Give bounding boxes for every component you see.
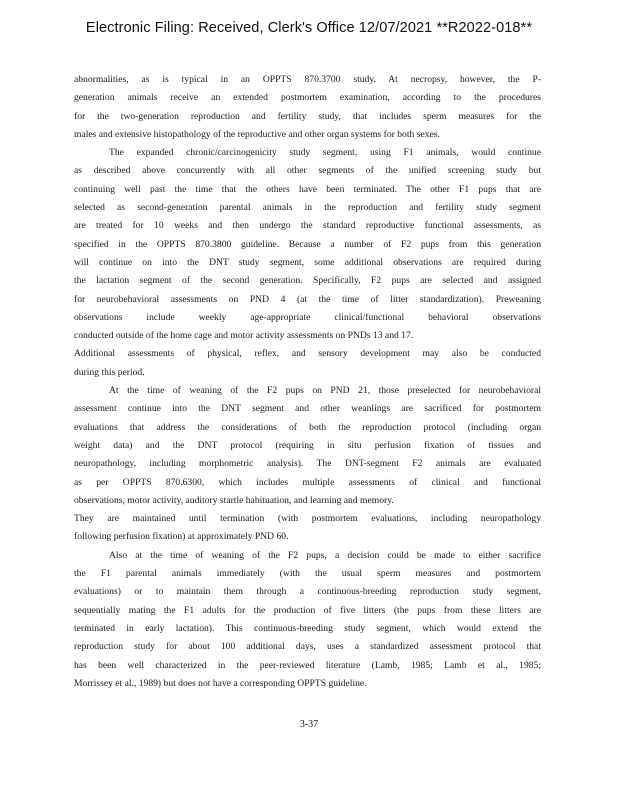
text-line: following perfusion fixation) at approximately PND 60. — [74, 531, 289, 543]
text-line: as per OPPTS 870.6300, which includes multiple assessments of clinical and functional — [74, 476, 541, 488]
text-line: selected as second-generation parental animals in the reproduction and fertility study segment — [74, 202, 541, 214]
text-line: reproduction study for about 100 additional days, uses a standardized assessment protocol that — [74, 641, 541, 653]
text-line: abnormalities, as is typical in an OPPTS 870.3700 study. At necropsy, however, the P- — [74, 74, 541, 85]
text-line: conducted outside of the home cage and motor activity assessments on PNDs 13 and 17. — [74, 330, 414, 342]
text-line: weight data) and the DNT protocol (requiring in situ perfusion fixation of tissues and — [74, 439, 541, 451]
text-line: assessment continue into the DNT segment and other weanlings are sacrificed for postmortem — [74, 403, 541, 415]
page-number: 3-37 — [299, 719, 319, 730]
text-line: for neurobehavioral assessments on PND 4 (at the time of litter standardization). Preweaning — [74, 293, 541, 305]
text-line: evaluations) or to maintain them through a continuous-breeding reproduction study segment, — [74, 586, 541, 598]
text-line: The expanded chronic/carcinogenicity study segment, using F1 animals, would continue — [109, 147, 541, 159]
text-line: specified in the OPPTS 870.3800 guideline. Because a number of F2 pups from this generation — [74, 238, 541, 250]
text-line: as described above concurrently with all other segments of the unified screening study but — [74, 165, 541, 177]
text-line: observations include weekly age-appropriate clinical/functional behavioral observations — [74, 311, 541, 323]
text-line: Additional assessments of physical, reflex, and sensory development may also be conducted — [74, 348, 541, 360]
text-line: observations, motor activity, auditory startle habituation, and learning and memory. — [74, 494, 394, 506]
body-text — [74, 71, 541, 693]
text-line: males and extensive histopathology of the reproductive and other organ systems for both sexes. — [74, 128, 440, 140]
text-line: during this period. — [74, 366, 145, 378]
filing-header: Electronic Filing: Received, Clerk's Office 12/07/2021 **R2022-018** — [85, 20, 533, 36]
text-line: terminated in early lactation). This continuous-breeding study segment, which would extend the — [74, 622, 541, 634]
text-line: Also at the time of weaning of the F2 pups, a decision could be made to either sacrifice — [109, 549, 541, 561]
text-line: are treated for 10 weeks and then undergo the standard reproductive functional assessments, as — [74, 220, 541, 232]
text-line: will continue on into the DNT study segment, some additional observations are required during — [74, 256, 541, 268]
text-line: has been well characterized in the peer-reviewed literature (Lamb, 1985; Lamb et al., 1985; — [74, 659, 541, 671]
text-line: neuropathology, including morphometric analysis). The DNT-segment F2 animals are evaluated — [74, 458, 541, 470]
text-line: the lactation segment of the second generation. Specifically, F2 pups are selected and assigned — [74, 275, 541, 287]
text-line: for the two-generation reproduction and fertility study, that includes sperm measures for the — [74, 110, 541, 122]
text-line: At the time of weaning of the F2 pups on PND 21, those preselected for neurobehavioral — [109, 385, 541, 397]
text-line: generation animals receive an extended postmortem examination, according to the procedures — [74, 92, 541, 104]
text-line: evaluations that address the considerations of both the reproduction protocol (including organ — [74, 421, 541, 433]
text-line: sequentially mating the F1 adults for the production of five litters (the pups from these litters are — [74, 604, 541, 616]
text-line: They are maintained until termination (with postmortem evaluations, including neuropathology — [74, 513, 541, 525]
text-line: the F1 parental animals immediately (with the usual sperm measures and postmortem — [74, 568, 541, 580]
text-line: continuing well past the time that the others have been terminated. The other F1 pups that are — [74, 183, 541, 195]
text-line: Morrissey et al., 1989) but does not have a corresponding OPPTS guideline. — [74, 677, 367, 689]
